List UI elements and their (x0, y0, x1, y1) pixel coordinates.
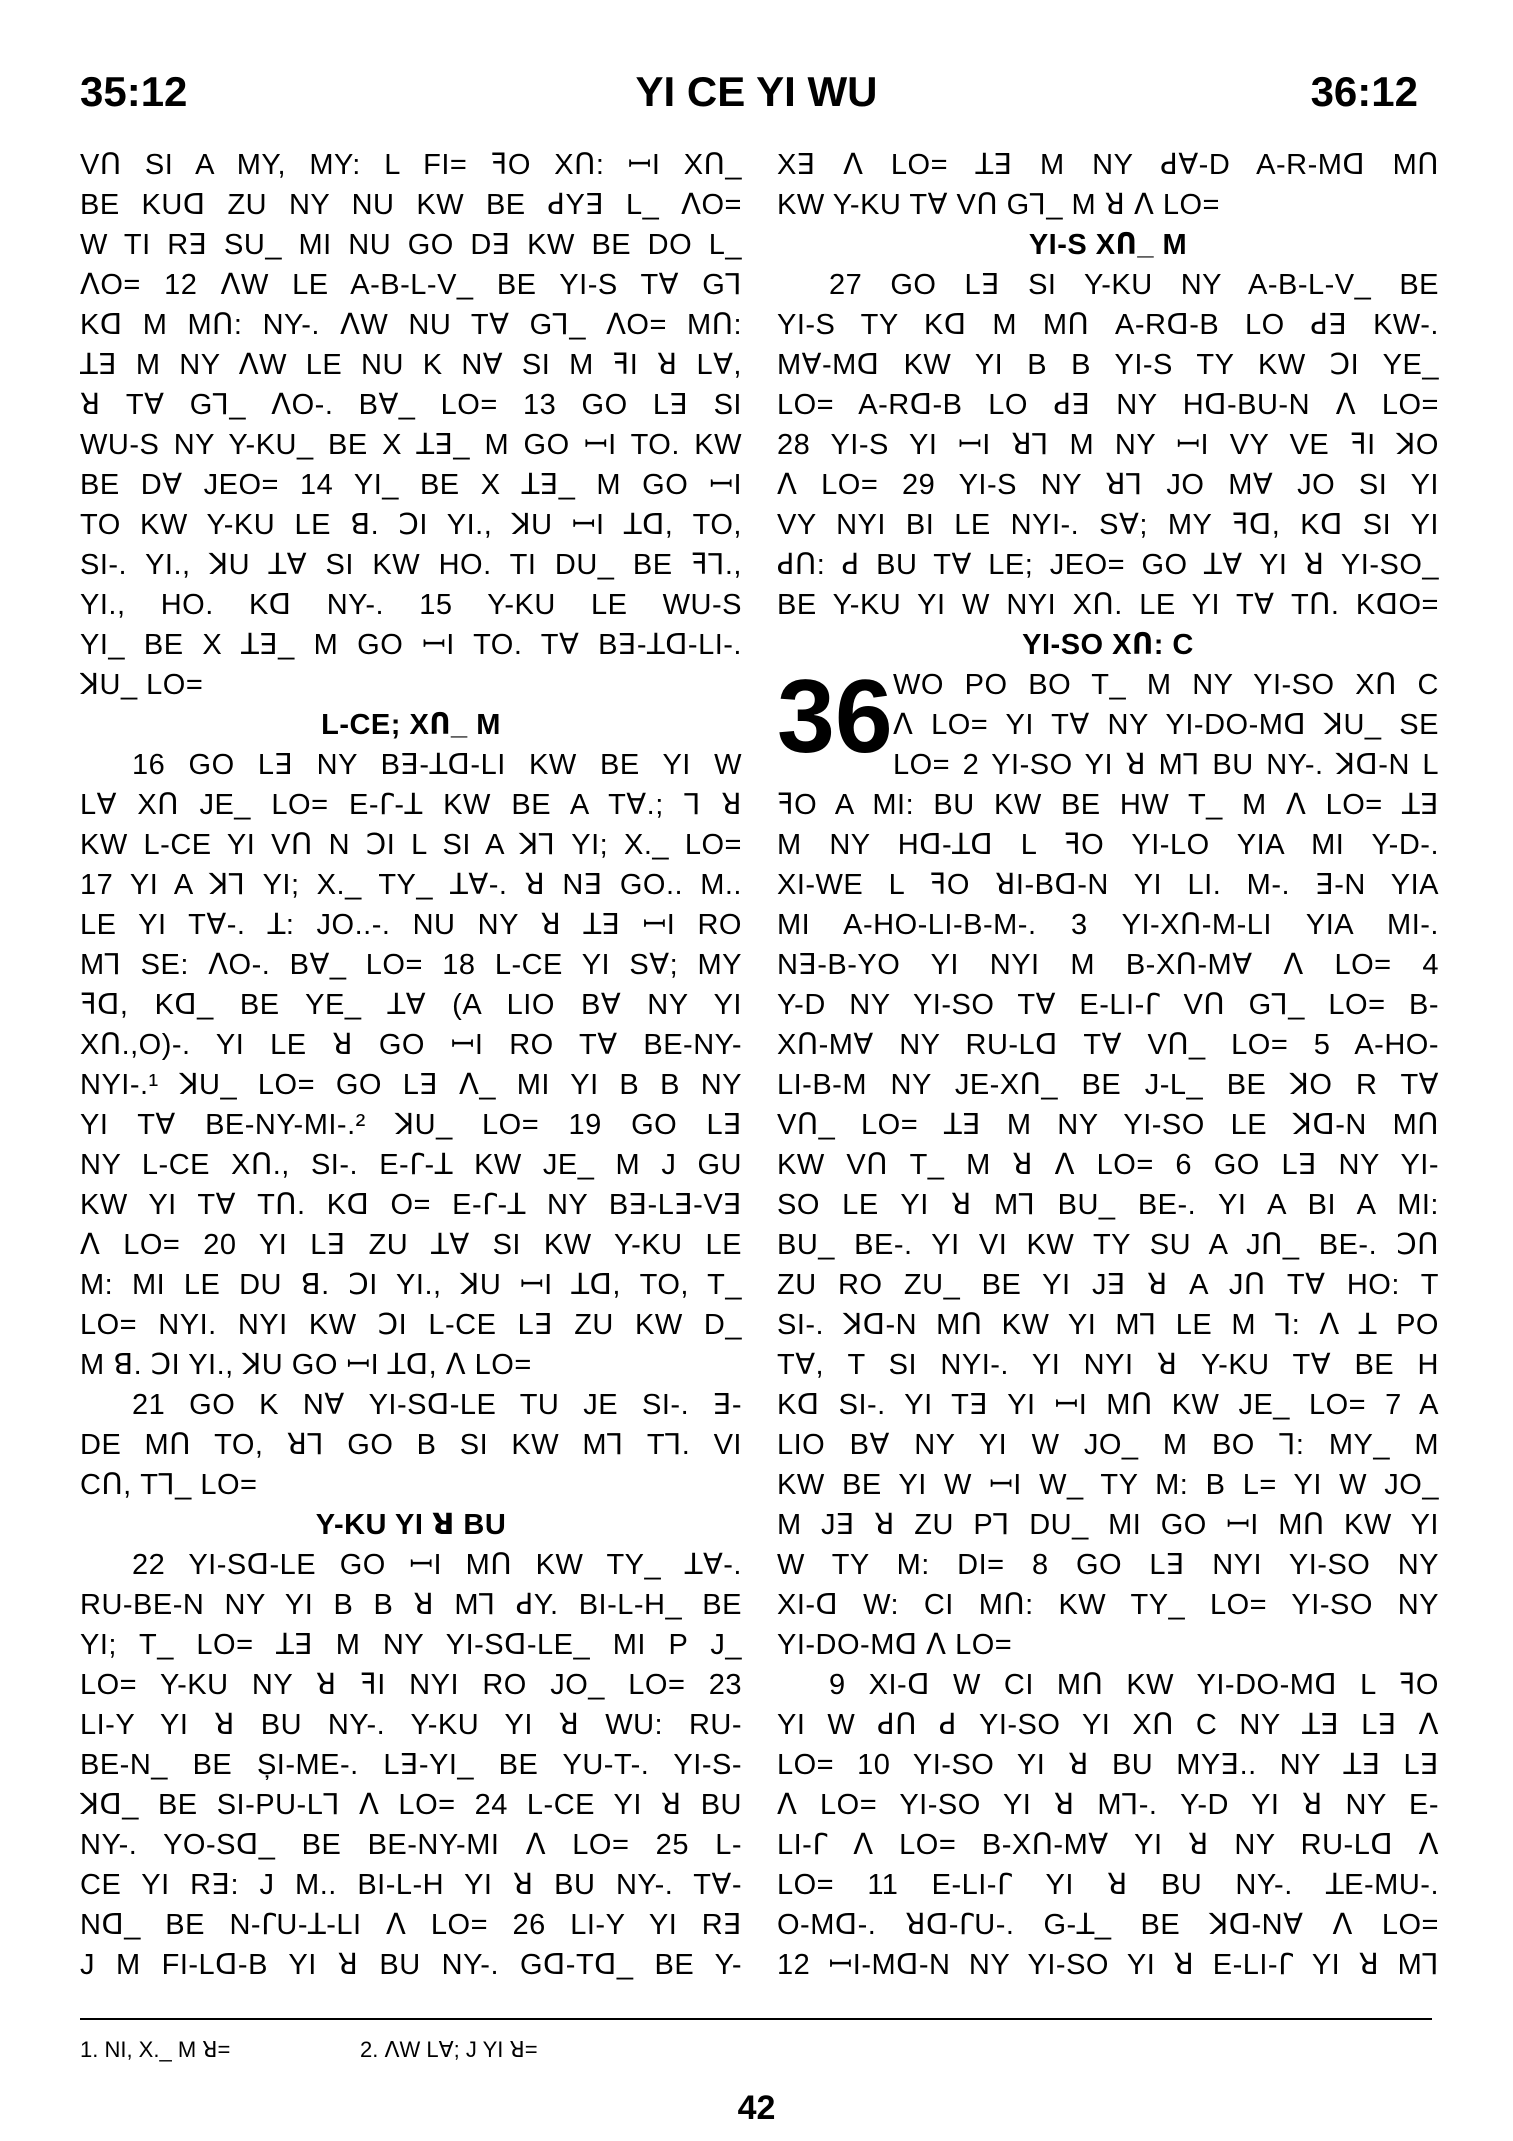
text-line: KW Y-KU Tꓯ VՈ Gꓶ_ M ꓤ ꓥ LO= (777, 189, 1220, 221)
footnote-1: 1. NI, X._ M ꓤ= (80, 2037, 231, 2062)
text-line: M Jꓱ ꓤ ZU Pꓶ DU_ MI GO ꟷI MՈ KW YI (777, 1509, 1439, 1541)
text-line: LI-ꓩ ꓥ LO= B-XՈ-Mꓯ YI ꓤ NY RU-Lꓷ ꓥ (777, 1829, 1439, 1861)
text-line: ZU RO ZU_ BE YI Jꓱ ꓤ A JՈ Tꓯ HO: T (777, 1269, 1439, 1301)
text-line: SI-. YI., ꓘU ꓕꓯ SI KW HO. TI DU_ BE ꟻꓶ., (80, 549, 742, 581)
text-line: CE YI Rꓱ: J M.. BI-L-H YI ꓤ BU NY-. Tꓯ- (80, 1869, 742, 1901)
text-line: 22 YI-Sꓷ-LE GO ꟷI MՈ KW TY_ ꓕꓯ-. (132, 1549, 742, 1581)
text-line: Tꓯ, T SI NYI-. YI NYI ꓤ Y-KU Tꓯ BE H (777, 1349, 1439, 1381)
text-line: VՈ SI A MY, MY: L FI= ꟻO XՈ: ꟷI XՈ_ (80, 149, 742, 181)
text-line: YI W ꓒՈ ꓒ YI-SO YI XՈ C NY ꓕꓱ Lꓱ ꓥ (777, 1709, 1439, 1741)
text-line: VՈ_ LO= ꓕꓱ M NY YI-SO LE ꓘꓷ-N MՈ (777, 1109, 1439, 1141)
text-line: Lꓯ XՈ JE_ LO= E-ꓩ-ꓕ KW BE A Tꓯ.; ꓶ ꓤ (80, 789, 742, 821)
text-line: Y-D NY YI-SO Tꓯ E-LI-ꓩ VՈ Gꓶ_ LO= B- (777, 989, 1439, 1021)
text-line: LO= 10 YI-SO YI ꓤ BU MYꓱ.. NY ꓕꓱ Lꓱ (777, 1749, 1439, 1781)
text-line: 12 ꟷI-Mꓷ-N NY YI-SO YI ꓤ E-LI-ꓩ YI ꓤ Mꓶ (777, 1949, 1439, 1981)
text-line: ꓒՈ: ꓒ BU Tꓯ LE; JEO= GO ꓕꓯ YI ꓤ YI-SO_ (777, 549, 1439, 581)
text-line: ꓘU_ LO= (80, 669, 204, 701)
text-line: M ꓭ. ꓛI YI., ꓘU GO ꟷI ꓕꓷ, ꓥ LO= (80, 1349, 532, 1381)
text-line: BE Y-KU YI W NYI XՈ. LE YI Tꓯ TՈ. KꓷO= (777, 589, 1439, 621)
text-line: J M FI-Lꓷ-B YI ꓤ BU NY-. Gꓷ-Tꓷ_ BE Y- (80, 1949, 742, 1981)
text-line: YI_ BE X ꓕꓱ_ M GO ꟷI TO. Tꓯ Bꓱ-ꓕꓷ-LI-. (80, 629, 742, 661)
chapter-line: LO= 2 YI-SO YI ꓤ Mꓶ BU NY-. ꓘꓷ-N L (893, 749, 1439, 781)
text-line: W TY M: DI= 8 GO Lꓱ NYI YI-SO NY (777, 1549, 1439, 1581)
text-line: O-Mꓷ-. ꓤꓷ-ꓩU-. G-ꓕ_ BE ꓘꓷ-Nꓯ ꓥ LO= (777, 1909, 1439, 1941)
text-line: ꟻꓷ, Kꓷ_ BE YE_ ꓕꓯ (A LIO Bꓯ NY YI (80, 989, 742, 1021)
text-line: LO= Y-KU NY ꓤ ꟻI NYI RO JO_ LO= 23 (80, 1669, 742, 1701)
text-line: Mꓶ SE: ꓥO-. Bꓯ_ LO= 18 L-CE YI Sꓯ; MY (80, 949, 742, 981)
text-line: M NY Hꓷ-ꓕꓷ L ꟻO YI-LO YIA MI Y-D-. (777, 829, 1439, 861)
text-line: LE YI Tꓯ-. ꓕ: JO..-. NU NY ꓤ ꓕꓱ ꟷI RO (80, 909, 742, 941)
text-line: CՈ, Tꓶ_ LO= (80, 1469, 258, 1501)
text-line: NY-. YO-Sꓷ_ BE BE-NY-MI ꓥ LO= 25 L- (80, 1829, 742, 1861)
text-line: W TI Rꓱ SU_ MI NU GO Dꓱ KW BE DO L_ (80, 229, 742, 261)
text-line: BE KUꓷ ZU NY NU KW BE ꓒYꓱ L_ ꓥO= (80, 189, 742, 221)
text-line: YI Tꓯ BE-NY-MI-.² ꓘU_ LO= 19 GO Lꓱ (80, 1109, 742, 1141)
chapter-line: WO PO BO T_ M NY YI-SO XՈ C (893, 669, 1439, 701)
chapter-number: 36 (777, 659, 893, 775)
text-line: ꟻO A MI: BU KW BE HW T_ M ꓥ LO= ꓕꓱ (777, 789, 1439, 821)
text-line: YI; T_ LO= ꓕꓱ M NY YI-Sꓷ-LE_ MI P J_ (80, 1629, 742, 1661)
text-line: LI-Y YI ꓤ BU NY-. Y-KU YI ꓤ WU: RU- (80, 1709, 742, 1741)
section-heading: Y-KU YI ꓤ BU (315, 1509, 507, 1541)
text-line: WU-S NY Y-KU_ BE X ꓕꓱ_ M GO ꟷI TO. KW (80, 429, 742, 461)
section-heading: YI-S XՈ_ M (1028, 229, 1188, 261)
section-heading: L-CE; XՈ_ M (321, 709, 501, 741)
right-column (777, 145, 1439, 1985)
text-line: LO= A-Rꓷ-B LO ꓒꓱ NY Hꓷ-BU-N ꓥ LO= (777, 389, 1439, 421)
text-line: 16 GO Lꓱ NY Bꓱ-ꓕꓷ-LI KW BE YI W (132, 749, 742, 781)
text-line: ꓘꓷ_ BE SI-PU-Lꓶ ꓥ LO= 24 L-CE YI ꓤ BU (80, 1789, 742, 1821)
left-column (80, 145, 742, 1985)
text-line: ꓤ Tꓯ Gꓶ_ ꓥO-. Bꓯ_ LO= 13 GO Lꓱ SI (80, 389, 742, 421)
text-line: ꓥ LO= YI-SO YI ꓤ Mꓶ-. Y-D YI ꓤ NY E- (777, 1789, 1439, 1821)
text-line: LO= 11 E-LI-ꓩ YI ꓤ BU NY-. ꓕE-MU-. (777, 1869, 1439, 1901)
text-line: M: MI LE DU ꓭ. ꓛI YI., ꓘU ꟷI ꓕꓷ, TO, T_ (80, 1269, 742, 1301)
text-line: KW VՈ T_ M ꓤ ꓥ LO= 6 GO Lꓱ NY YI- (777, 1149, 1439, 1181)
text-line: XI-WE L ꟻO ꓤI-Bꓷ-N YI LI. M-. ꓱ-N YIA (777, 869, 1439, 901)
text-line: MI A-HO-LI-B-M-. 3 YI-XՈ-M-LI YIA MI-. (777, 909, 1439, 941)
text-line: Mꓯ-Mꓷ KW YI B B YI-S TY KW ꓛI YE_ (777, 349, 1439, 381)
text-line: NY L-CE XՈ., SI-. E-ꓩ-ꓕ KW JE_ M J GU (80, 1149, 742, 1181)
text-line: BE-N_ BE ȘI-ME-. Lꓱ-YI_ BE YU-T-. YI-S- (80, 1749, 742, 1781)
text-line: BU_ BE-. YI VI KW TY SU A JՈ_ BE-. ꓛՈ (777, 1229, 1439, 1261)
text-line: TO KW Y-KU LE ꓭ. ꓛI YI., ꓘU ꟷI ꓕꓷ, TO, (80, 509, 742, 541)
text-line: 9 XI-ꓷ W CI MՈ KW YI-DO-Mꓷ L ꟻO (829, 1669, 1439, 1701)
right-column-bottom (777, 785, 1439, 1985)
page-number: 42 (737, 2089, 776, 2127)
text-line: RU-BE-N NY YI B B ꓤ Mꓶ ꓒY. BI-L-H_ BE (80, 1589, 742, 1621)
text-line: KW YI Tꓯ TՈ. Kꓷ O= E-ꓩ-ꓕ NY Bꓱ-Lꓱ-Vꓱ (80, 1189, 742, 1221)
text-line: ꓥO= 12 ꓥW LE A-B-L-V_ BE YI-S Tꓯ Gꓶ (80, 269, 742, 301)
text-line: Kꓷ SI-. YI Tꓱ YI ꟷI MՈ KW JE_ LO= 7 A (777, 1389, 1439, 1421)
text-line: SI-. ꓘꓷ-N MՈ KW YI Mꓶ LE M ꓶ: ꓥ ꓕ PO (777, 1309, 1439, 1341)
text-line: Nꓷ_ BE N-ꓩU-ꓕ-LI ꓥ LO= 26 LI-Y YI Rꓱ (80, 1909, 742, 1941)
text-line: ꓕꓱ M NY ꓥW LE NU K Nꓯ SI M ꟻI ꓤ Lꓯ, (80, 349, 742, 381)
text-line: BE Dꓯ JEO= 14 YI_ BE X ꓕꓱ_ M GO ꟷI (80, 469, 742, 501)
text-line: XI-ꓷ W: CI MՈ: KW TY_ LO= YI-SO NY (777, 1589, 1439, 1621)
book-title: YI CE YI WU (635, 68, 878, 115)
footnote-rule (80, 2018, 1432, 2020)
text-line: VY NYI BI LE NYI-. Sꓯ; MY ꟻꓷ, Kꓷ SI YI (777, 509, 1439, 541)
text-line: 28 YI-S YI ꟷI ꓤꓶ M NY ꟷI VY VE ꟻI ꓘO (777, 429, 1439, 461)
text-line: Nꓱ-B-YO YI NYI M B-XՈ-Mꓯ ꓥ LO= 4 (777, 949, 1439, 981)
text-line: XՈ.,O)-. YI LE ꓤ GO ꟷI RO Tꓯ BE-NY- (80, 1029, 742, 1061)
text-line: YI., HO. Kꓷ NY-. 15 Y-KU LE WU-S (80, 589, 742, 621)
text-line: 21 GO K Nꓯ YI-Sꓷ-LE TU JE SI-. ꓱ- (132, 1389, 742, 1421)
chapter-line: ꓥ LO= YI Tꓯ NY YI-DO-Mꓷ ꓘU_ SE (893, 709, 1439, 741)
text-line: 17 YI A ꓘꓶ YI; X._ TY_ ꓕꓯ-. ꓤ Nꓱ GO.. M.. (80, 869, 742, 901)
text-line: DE MՈ TO, ꓤꓶ GO B SI KW Mꓶ Tꓶ. VI (80, 1429, 742, 1461)
text-line: KW L-CE YI VՈ N ꓛI L SI A ꓘꓶ YI; X._ LO= (80, 829, 742, 861)
text-line: YI-S TY Kꓷ M MՈ A-Rꓷ-B LO ꓒꓱ KW-. (777, 309, 1439, 341)
text-line: ꓥ LO= 20 YI Lꓱ ZU ꓕꓯ SI KW Y-KU LE (80, 1229, 742, 1261)
right-column-top (777, 145, 1439, 665)
chapter-start (777, 659, 1439, 785)
text-line: LO= NYI. NYI KW ꓛI L-CE Lꓱ ZU KW D_ (80, 1309, 742, 1341)
header-left-reference: 35:12 (80, 68, 188, 115)
section-heading: YI-SO XՈ: C (1022, 629, 1194, 661)
text-line: XՈ-Mꓯ NY RU-Lꓷ Tꓯ VՈ_ LO= 5 A-HO- (777, 1029, 1439, 1061)
text-line: SO LE YI ꓤ Mꓶ BU_ BE-. YI A BI A MI: (777, 1189, 1439, 1221)
text-line: 27 GO Lꓱ SI Y-KU NY A-B-L-V_ BE (829, 269, 1439, 301)
text-line: NYI-.¹ ꓘU_ LO= GO Lꓱ ꓥ_ MI YI B B NY (80, 1069, 742, 1101)
text-line: LI-B-M NY JE-XՈ_ BE J-L_ BE ꓘO R Tꓯ (777, 1069, 1439, 1101)
text-line: Xꓱ ꓥ LO= ꓕꓱ M NY ꓒꓯ-D A-R-Mꓷ MՈ (777, 149, 1439, 181)
header-right-reference: 36:12 (1310, 68, 1418, 115)
footnote-2: 2. ꓥW Lꓯ; J YI ꓤ= (360, 2037, 538, 2062)
text-line: ꓥ LO= 29 YI-S NY ꓤꓶ JO Mꓯ JO SI YI (777, 469, 1439, 501)
text-line: KW BE YI W ꟷI W_ TY M: B L= YI W JO_ (777, 1469, 1439, 1501)
text-line: Kꓷ M MՈ: NY-. ꓥW NU Tꓯ Gꓶ_ ꓥO= MՈ: (80, 309, 742, 341)
text-line: LIO Bꓯ NY YI W JO_ M BO ꓶ: MY_ M (777, 1429, 1439, 1461)
text-line: YI-DO-Mꓷ ꓥ LO= (777, 1629, 1013, 1661)
